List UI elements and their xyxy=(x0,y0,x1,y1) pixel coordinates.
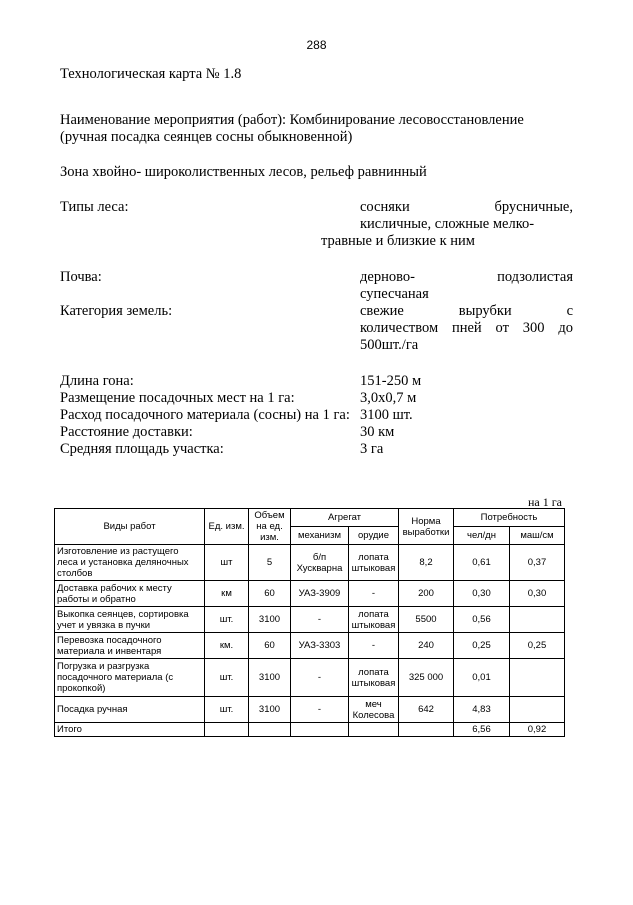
table-row xyxy=(55,659,565,697)
forest-types-label: Типы леса: xyxy=(60,199,129,215)
cell-unit: шт. xyxy=(205,607,249,633)
param-value: 3,0х0,7 м xyxy=(360,390,417,406)
cell-unit: шт xyxy=(205,545,249,581)
header-work: Виды работ xyxy=(55,509,205,545)
header-tool: орудие xyxy=(349,527,399,545)
forest-types-line3: травные и близкие к ним xyxy=(321,233,475,249)
cell-norm: 8,2 xyxy=(399,545,454,581)
cell-man-days: 0,01 xyxy=(454,659,510,697)
cell-mechanism: УАЗ-3909 xyxy=(291,581,349,607)
cell-unit: шт. xyxy=(205,697,249,723)
cell-mechanism: - xyxy=(291,659,349,697)
soil-line1: дерново- подзолистая xyxy=(360,269,573,285)
cell-tool: меч Колесова xyxy=(349,697,399,723)
measure-name-line1: Наименование мероприятия (работ): Комбинирование лесовосстановление xyxy=(60,112,524,128)
cell-work: Перевозка посадочного материала и инвентаря xyxy=(55,633,205,659)
param-value: 3 га xyxy=(360,441,384,457)
cell-norm: 240 xyxy=(399,633,454,659)
table-row xyxy=(55,607,565,633)
cell-work: Погрузка и разгрузка посадочного материала (с прокопкой) xyxy=(55,659,205,697)
cell-mechanism: - xyxy=(291,697,349,723)
param-value: 30 км xyxy=(360,424,395,440)
header-aggregate: Агрегат xyxy=(291,509,399,527)
cell-volume: 3100 xyxy=(249,607,291,633)
soil-line2: супесчаная xyxy=(360,286,429,302)
cell-machine-shifts xyxy=(510,659,565,697)
cell-mechanism: УАЗ-3303 xyxy=(291,633,349,659)
page-number: 288 xyxy=(306,38,327,52)
param-label: Размещение посадочных мест на 1 га: xyxy=(60,390,295,406)
total-machine-shifts: 0,92 xyxy=(510,723,565,737)
measure-name-line2: (ручная посадка сеянцев сосны обыкновенной) xyxy=(60,129,353,145)
document-title: Технологическая карта № 1.8 xyxy=(60,66,242,82)
cell-work: Доставка рабочих к месту работы и обратно xyxy=(55,581,205,607)
cell-tool: - xyxy=(349,581,399,607)
cell-norm: 642 xyxy=(399,697,454,723)
cell-man-days: 0,56 xyxy=(454,607,510,633)
forest-types-line1: сосняки брусничные, xyxy=(360,199,573,215)
header-man-days: чел/дн xyxy=(454,527,510,545)
table-row xyxy=(55,633,565,659)
land-category-line3: 500шт./га xyxy=(360,337,419,353)
cell-tool: лопата штыковая xyxy=(349,545,399,581)
forest-types-line2: кисличные, сложные мелко- xyxy=(360,216,535,232)
cell-man-days: 4,83 xyxy=(454,697,510,723)
param-label: Расстояние доставки: xyxy=(60,424,193,440)
cell-volume: 5 xyxy=(249,545,291,581)
cell-tool: - xyxy=(349,633,399,659)
soil-label: Почва: xyxy=(60,269,102,285)
cell-machine-shifts: 0,30 xyxy=(510,581,565,607)
param-label: Расход посадочного материала (сосны) на 1 га: xyxy=(60,407,350,423)
cell-mechanism: - xyxy=(291,607,349,633)
table-row xyxy=(55,581,565,607)
total-label: Итого xyxy=(55,723,205,737)
param-label: Средняя площадь участка: xyxy=(60,441,224,457)
land-category-line2: количеством пней от 300 до xyxy=(360,320,573,336)
total-man-days: 6,56 xyxy=(454,723,510,737)
header-machine-shifts: маш/см xyxy=(510,527,565,545)
header-mechanism: механизм xyxy=(291,527,349,545)
works-table xyxy=(54,508,565,737)
cell-man-days: 0,61 xyxy=(454,545,510,581)
cell-volume: 3100 xyxy=(249,659,291,697)
cell-machine-shifts: 0,25 xyxy=(510,633,565,659)
header-volume: Объем на ед. изм. xyxy=(249,509,291,545)
cell-work: Посадка ручная xyxy=(55,697,205,723)
total-row xyxy=(55,723,565,737)
cell-machine-shifts: 0,37 xyxy=(510,545,565,581)
cell-machine-shifts xyxy=(510,697,565,723)
cell-man-days: 0,30 xyxy=(454,581,510,607)
land-category-label: Категория земель: xyxy=(60,303,173,319)
table-row xyxy=(55,697,565,723)
zone-description: Зона хвойно- широколиственных лесов, рельеф равнинный xyxy=(60,164,427,180)
cell-machine-shifts xyxy=(510,607,565,633)
cell-unit: км. xyxy=(205,633,249,659)
header-need: Потребность xyxy=(454,509,565,527)
cell-mechanism: б/п Хускварна xyxy=(291,545,349,581)
cell-norm: 5500 xyxy=(399,607,454,633)
per-unit-note: на 1 га xyxy=(528,495,562,509)
cell-norm: 200 xyxy=(399,581,454,607)
cell-tool: лопата штыковая xyxy=(349,659,399,697)
cell-volume: 60 xyxy=(249,581,291,607)
header-norm: Норма выработки xyxy=(399,509,454,545)
cell-work: Выкопка сеянцев, сортировка учет и увязка в пучки xyxy=(55,607,205,633)
cell-unit: км xyxy=(205,581,249,607)
land-category-line1: свежие вырубки с xyxy=(360,303,573,319)
param-label: Длина гона: xyxy=(60,373,134,389)
cell-work: Изготовление из растущего леса и установка деляночных столбов xyxy=(55,545,205,581)
table-row xyxy=(55,545,565,581)
cell-volume: 3100 xyxy=(249,697,291,723)
cell-norm: 325 000 xyxy=(399,659,454,697)
header-unit: Ед. изм. xyxy=(205,509,249,545)
cell-tool: лопата штыковая xyxy=(349,607,399,633)
cell-unit: шт. xyxy=(205,659,249,697)
param-value: 151-250 м xyxy=(360,373,422,389)
cell-volume: 60 xyxy=(249,633,291,659)
cell-man-days: 0,25 xyxy=(454,633,510,659)
param-value: 3100 шт. xyxy=(360,407,413,423)
